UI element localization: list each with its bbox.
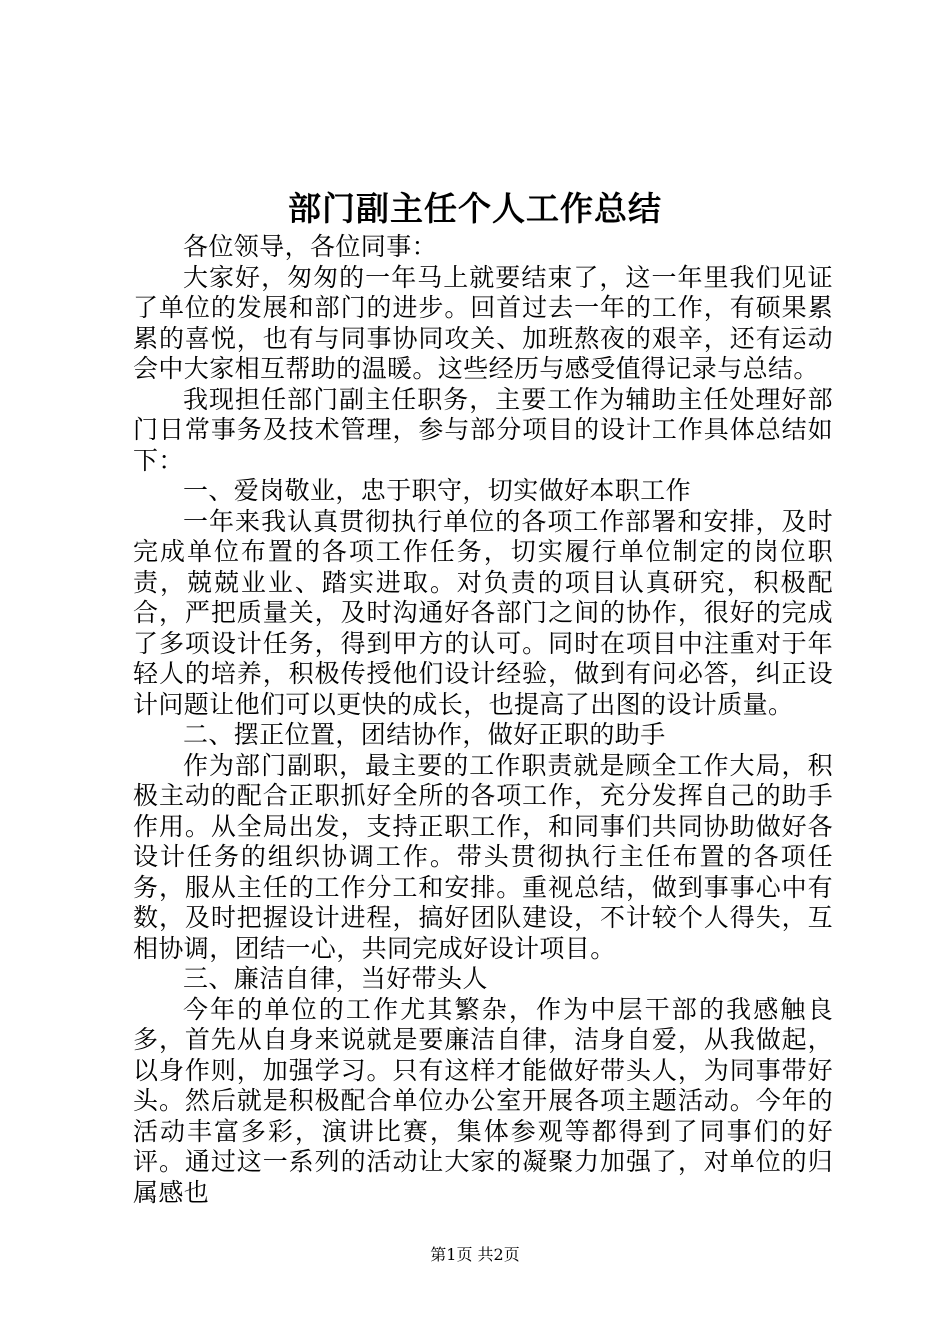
section-heading-2: 二、摆正位置，团结协作，做好正职的助手 <box>183 720 666 749</box>
page-number-footer: 第1页 共2页 <box>430 1245 520 1264</box>
paragraph-section-2: 作为部门副职，最主要的工作职责就是顾全工作大局，积极主动的配合正职抓好全所的各项工作，充分发挥自己的助手作用。从全局出发，支持正职工作，和同事们共同协助做好各设计任务的组织协调工作。带头贯彻执行主任布置的各项任务，服从主任的工作分工和安排。重视总结，做到事事心中有数，及时把握设计进程，搞好团队建设，不计较个人得失，互相协调，团结一心，共同完成好设计项目。 <box>133 750 833 963</box>
paragraph-intro: 大家好，匆匆的一年马上就要结束了，这一年里我们见证了单位的发展和部门的进步。回首过去一年的工作，有硕果累累的喜悦，也有与同事协同攻关、加班熬夜的艰辛，还有运动会中大家相互帮助的温暖。这些经历与感受值得记录与总结。 <box>133 262 833 383</box>
paragraph-section-1: 一年来我认真贯彻执行单位的各项工作部署和安排，及时完成单位布置的各项工作任务，切实履行单位制定的岗位职责，兢兢业业、踏实进取。对负责的项目认真研究，积极配合，严把质量关，及时沟通好各部门之间的协作，很好的完成了多项设计任务，得到甲方的认可。同时在项目中注重对于年轻人的培养，积极传授他们设计经验，做到有问必答，纠正设计问题让他们可以更快的成长，也提高了出图的设计质量。 <box>133 506 833 719</box>
document-body <box>133 232 833 1208</box>
paragraph-section-3: 今年的单位的工作尤其繁杂，作为中层干部的我感触良多，首先从自身来说就是要廉洁自律，洁身自爱，从我做起，以身作则，加强学习。只有这样才能做好带头人，为同事带好头。然后就是积极配合单位办公室开展各项主题活动。今年的活动丰富多彩，演讲比赛，集体参观等都得到了同事们的好评。通过这一系列的活动让大家的凝聚力加强了，对单位的归属感也 <box>133 994 833 1207</box>
section-heading-3: 三、廉洁自律，当好带头人 <box>183 964 488 993</box>
paragraph-role: 我现担任部门副主任职务，主要工作为辅助主任处理好部门日常事务及技术管理，参与部分项目的设计工作具体总结如下： <box>133 384 833 475</box>
document-title: 部门副主任个人工作总结 <box>288 189 662 228</box>
section-heading-1: 一、爱岗敬业，忠于职守，切实做好本职工作 <box>183 476 692 505</box>
paragraph-greeting: 各位领导，各位同事： <box>183 232 438 261</box>
